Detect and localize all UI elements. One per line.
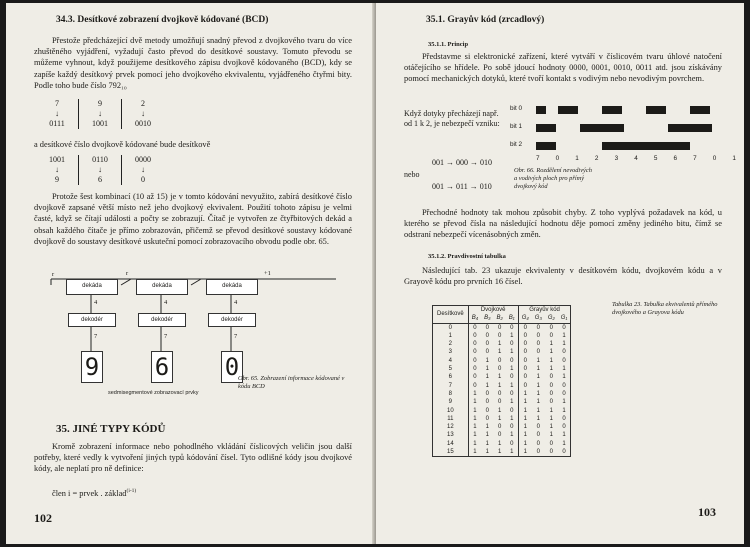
seven-segment-display: 0 bbox=[221, 351, 243, 383]
binary-cell: 1 bbox=[473, 440, 477, 447]
section-title: 34.3. Desítkové zobrazení dvojkově kódované (BCD) bbox=[56, 15, 269, 25]
scale-mark: 7 bbox=[693, 155, 697, 162]
gray-cell: 0 bbox=[562, 390, 566, 397]
binary-cell: 1 bbox=[497, 440, 502, 447]
header-gray: Grayův kód bbox=[529, 307, 560, 313]
scale-mark: 5 bbox=[653, 155, 658, 162]
scale-mark: 4 bbox=[634, 155, 638, 162]
binary-cell: 1 bbox=[497, 349, 502, 356]
gray-cell: 1 bbox=[549, 349, 553, 356]
binary-cell: 1 bbox=[497, 415, 502, 422]
gray-cell: 1 bbox=[523, 440, 527, 447]
formula-text: člen i = prvek . základ bbox=[52, 488, 127, 498]
decoder-block: dekodér bbox=[208, 313, 256, 327]
header-binary: Dvojkově bbox=[468, 306, 518, 315]
seven-segment-display: 9 bbox=[81, 351, 103, 383]
bit-label: bit 1 bbox=[510, 123, 523, 130]
paragraph: Přechodné hodnoty tak mohou způsobit chyby. Z toho vyplývá požadavek na kód, u kterého se převod čísla na následující hodnotu děje pomocí změny jediného bitu, čímž se odstraní nebezpečí vícenásobných změn. bbox=[404, 208, 722, 240]
column-header: B₄ bbox=[471, 315, 479, 322]
binary-cell: 0 bbox=[506, 357, 518, 365]
binary-cell: 0 bbox=[485, 390, 489, 397]
scale-mark: 0 bbox=[555, 155, 560, 162]
bcd-column bbox=[36, 155, 78, 185]
bcd-column bbox=[121, 155, 164, 185]
binary-cell: 1 bbox=[506, 398, 518, 406]
binary-cell: 1 bbox=[485, 440, 489, 447]
binary-cell: 0 bbox=[497, 399, 502, 406]
table-row bbox=[433, 382, 571, 390]
binary-cell: 1 bbox=[497, 407, 502, 414]
sequence-or: nebo bbox=[404, 170, 420, 179]
gray-cell: 0 bbox=[562, 415, 566, 422]
table-row bbox=[433, 407, 571, 415]
decimal-cell: 6 bbox=[433, 373, 469, 381]
decimal-cell: 8 bbox=[433, 390, 469, 398]
decimal-cell: 12 bbox=[433, 423, 469, 431]
arrow-down-icon: ↓ bbox=[55, 165, 59, 174]
decade-block: dekáda bbox=[136, 279, 188, 295]
column-header: G₄ bbox=[521, 315, 529, 322]
page-number: 103 bbox=[698, 505, 716, 519]
wave-segment bbox=[536, 142, 556, 150]
subsection-title: 35.1.1. Princip bbox=[428, 41, 469, 48]
paragraph: Kromě zobrazení informace nebo pohodlného vkládání číslicových veličin jsou další potřeby, které vedly k vytvoření jiných typů kódování čísel. Tyto odlišné kódy jsou dvojkové kódy, ale neplatí pro ně definice: bbox=[34, 442, 352, 474]
bit-label: bit 2 bbox=[510, 141, 523, 148]
wave-segment bbox=[580, 124, 624, 132]
seven-segment-display: 6 bbox=[151, 351, 173, 383]
column-header: B₂ bbox=[496, 315, 503, 322]
table-row bbox=[433, 348, 571, 356]
gray-cell: 1 bbox=[536, 382, 540, 389]
column-header: G₂ bbox=[547, 315, 555, 322]
binary-cell: 0 bbox=[485, 349, 489, 356]
binary-cell: 1 bbox=[506, 332, 518, 340]
table-row bbox=[433, 415, 571, 423]
code: 1001 bbox=[92, 119, 108, 128]
binary-cell: 0 bbox=[497, 366, 502, 373]
gray-cell: 1 bbox=[536, 390, 540, 397]
right-page bbox=[376, 3, 744, 544]
bcd-example bbox=[36, 99, 164, 129]
gray-cell: 0 bbox=[523, 366, 527, 373]
gray-cell: 1 bbox=[523, 432, 527, 439]
wave-segment bbox=[646, 106, 666, 114]
digit: 9 bbox=[98, 99, 102, 108]
input-label: r bbox=[52, 271, 55, 278]
waveform-area bbox=[536, 103, 716, 151]
decimal-cell: 15 bbox=[433, 448, 469, 457]
digit: 2 bbox=[141, 99, 145, 108]
gray-cell: 0 bbox=[562, 324, 566, 331]
output-label: +1 bbox=[264, 270, 271, 277]
binary-cell: 1 bbox=[497, 449, 502, 456]
gray-cell: 1 bbox=[562, 432, 566, 439]
carry-label: r bbox=[126, 270, 129, 277]
binary-cell: 0 bbox=[485, 415, 489, 422]
gray-cell: 0 bbox=[562, 349, 566, 356]
scale-mark: 2 bbox=[594, 155, 599, 162]
digit: 7 bbox=[55, 99, 59, 108]
table-row bbox=[433, 423, 571, 431]
binary-cell: 0 bbox=[485, 324, 489, 331]
gray-cell: 0 bbox=[536, 341, 540, 348]
binary-cell: 0 bbox=[506, 340, 518, 348]
digit: 0 bbox=[141, 175, 145, 184]
gray-cell: 0 bbox=[536, 440, 540, 447]
binary-cell: 1 bbox=[485, 374, 489, 381]
position-scale bbox=[536, 155, 736, 163]
column-header: B₁ bbox=[506, 314, 518, 323]
scale-mark: 1 bbox=[732, 155, 736, 162]
table-body bbox=[433, 323, 571, 457]
binary-cell: 1 bbox=[506, 348, 518, 356]
bit-label: bit 0 bbox=[510, 105, 523, 112]
bus-label: 4 bbox=[94, 299, 98, 306]
figure-caption: Obr. 65. Zobrazení informace kódované v kódu BCD bbox=[238, 375, 345, 390]
bcd-example bbox=[36, 155, 164, 185]
decimal-cell: 10 bbox=[433, 407, 469, 415]
binary-cell: 1 bbox=[473, 415, 477, 422]
binary-cell: 0 bbox=[497, 324, 502, 331]
binary-cell: 0 bbox=[506, 323, 518, 332]
binary-cell: 0 bbox=[485, 407, 489, 414]
bus-label: 7 bbox=[234, 333, 238, 340]
binary-cell: 1 bbox=[485, 424, 489, 431]
gray-cell: 1 bbox=[523, 449, 527, 456]
binary-cell: 1 bbox=[485, 357, 489, 364]
sequence-2: 001 → 011 → 010 bbox=[432, 182, 492, 191]
binary-cell: 0 bbox=[485, 399, 489, 406]
binary-cell: 0 bbox=[497, 424, 502, 431]
binary-cell: 1 bbox=[473, 399, 477, 406]
scale-mark: 3 bbox=[614, 155, 619, 162]
binary-cell: 0 bbox=[473, 349, 477, 356]
binary-cell: 0 bbox=[497, 332, 502, 339]
paragraph: Když dotyky přecházejí např. od 1 k 2, je nebezpečí vzniku: bbox=[404, 109, 500, 128]
gray-cell: 1 bbox=[562, 399, 566, 406]
gray-cell: 0 bbox=[562, 382, 566, 389]
binary-cell: 1 bbox=[485, 382, 489, 389]
decimal-cell: 14 bbox=[433, 440, 469, 448]
page-number: 102 bbox=[34, 511, 52, 525]
binary-cell: 0 bbox=[506, 390, 518, 398]
binary-cell: 0 bbox=[506, 373, 518, 381]
wave-segment bbox=[690, 106, 710, 114]
binary-cell: 0 bbox=[485, 332, 489, 339]
code: 1001 bbox=[49, 155, 65, 164]
truth-table bbox=[432, 305, 571, 457]
binary-cell: 0 bbox=[485, 341, 489, 348]
binary-cell: 1 bbox=[497, 374, 502, 381]
table-row bbox=[433, 448, 571, 457]
code: 0110 bbox=[92, 155, 108, 164]
gray-cell: 1 bbox=[523, 399, 527, 406]
gray-cell: 0 bbox=[549, 374, 553, 381]
binary-cell: 0 bbox=[497, 357, 502, 364]
bcd-column bbox=[36, 99, 78, 129]
paragraph: Protože šest kombinací (10 až 15) je v tomto kódování nevyužito, zabírá desítkové číslo dvojkově zapsané větší místo než jeho dvojkový ekvivalent. Použití tohoto zápisu je velmi časté, když se čítají události a počty se zobrazují. Čítač je vytvořen ze čtyřbitových dekád a obsah každého čítače je přímo zobrazován, přičemž se převod desítkové soustavy kódované dvojkově do soustavy desítkové uskuteční pomocí zobrazovacího obvodu podle obr. 65. bbox=[34, 192, 352, 246]
decimal-cell: 0 bbox=[433, 323, 469, 332]
decimal-cell: 3 bbox=[433, 348, 469, 356]
gray-cell: 1 bbox=[536, 357, 540, 364]
decimal-cell: 7 bbox=[433, 382, 469, 390]
gray-cell: 1 bbox=[536, 366, 540, 373]
table-row bbox=[433, 398, 571, 406]
table-row bbox=[433, 365, 571, 373]
binary-cell: 1 bbox=[485, 432, 489, 439]
binary-cell: 0 bbox=[473, 332, 477, 339]
gray-cell: 0 bbox=[549, 324, 553, 331]
arrow-down-icon: ↓ bbox=[141, 165, 145, 174]
figure-66 bbox=[510, 103, 736, 169]
table-row bbox=[433, 332, 571, 340]
gray-cell: 0 bbox=[523, 382, 527, 389]
code: 0010 bbox=[135, 119, 151, 128]
decimal-cell: 4 bbox=[433, 357, 469, 365]
decimal-cell: 11 bbox=[433, 415, 469, 423]
gray-cell: 1 bbox=[536, 374, 540, 381]
decimal-cell: 5 bbox=[433, 365, 469, 373]
table-row bbox=[433, 373, 571, 381]
code: 0000 bbox=[135, 155, 151, 164]
binary-cell: 1 bbox=[485, 449, 489, 456]
section-title: 35.1. Grayův kód (zrcadlový) bbox=[426, 15, 545, 25]
header-decimal: Desítkově bbox=[433, 306, 469, 324]
figure-caption: Obr. 66. Rozdělení nevodivých a vodivých ploch pro přímý dvojkový kód bbox=[514, 167, 592, 190]
arrow-down-icon: ↓ bbox=[55, 109, 59, 118]
gray-cell: 0 bbox=[523, 332, 527, 339]
binary-cell: 1 bbox=[473, 449, 477, 456]
binary-cell: 0 bbox=[473, 341, 477, 348]
gray-cell: 0 bbox=[523, 374, 527, 381]
scale-mark: 0 bbox=[712, 155, 717, 162]
binary-cell: 0 bbox=[473, 366, 477, 373]
gray-cell: 0 bbox=[536, 349, 540, 356]
gray-cell: 1 bbox=[562, 366, 566, 373]
table-row bbox=[433, 357, 571, 365]
bus-label: 7 bbox=[94, 333, 98, 340]
arrow-down-icon: ↓ bbox=[98, 165, 102, 174]
gray-cell: 0 bbox=[549, 332, 553, 339]
table-row bbox=[433, 340, 571, 348]
table-row bbox=[433, 431, 571, 439]
gray-cell: 1 bbox=[562, 407, 566, 414]
binary-cell: 1 bbox=[497, 382, 502, 389]
gray-cell: 0 bbox=[562, 357, 566, 364]
gray-cell: 1 bbox=[549, 415, 553, 422]
gray-cell: 0 bbox=[523, 349, 527, 356]
bcd-column bbox=[121, 99, 164, 129]
gray-cell: 1 bbox=[549, 407, 553, 414]
digit: 6 bbox=[98, 175, 102, 184]
sequence-1: 001 → 000 → 010 bbox=[432, 158, 492, 167]
binary-cell: 0 bbox=[473, 357, 477, 364]
binary-cell: 0 bbox=[506, 407, 518, 415]
decimal-cell: 9 bbox=[433, 398, 469, 406]
gray-cell: 0 bbox=[523, 357, 527, 364]
table-caption: Tabulka 23. Tabulka ekvivalentů přímého dvojkového a Grayova kódu bbox=[612, 301, 718, 316]
decimal-cell: 1 bbox=[433, 332, 469, 340]
binary-cell: 0 bbox=[473, 324, 477, 331]
gray-cell: 0 bbox=[523, 341, 527, 348]
scale-mark: 1 bbox=[575, 155, 579, 162]
decoder-block: dekodér bbox=[138, 313, 186, 327]
binary-cell: 1 bbox=[473, 424, 477, 431]
gray-cell: 0 bbox=[549, 399, 553, 406]
binary-cell: 1 bbox=[506, 431, 518, 439]
gray-cell: 0 bbox=[562, 449, 566, 456]
decade-block: dekáda bbox=[206, 279, 258, 295]
column-header: B₃ bbox=[484, 315, 491, 322]
arrow-down-icon: ↓ bbox=[98, 109, 102, 118]
paragraph: Představme si elektronické zařízení, které vytváří v číslicovém tvaru úhlové natočení otáčejícího se hřídele. Po sobě jdoucí hodnoty 0000, 0001, 0010, 0011 atd. jsou získávány pomocí mechanických dotyků, které tvoří kontakt s vodivým nebo nevodivým povrchem. bbox=[404, 52, 722, 84]
decoder-block: dekodér bbox=[68, 313, 116, 327]
paragraph: Následující tab. 23 ukazuje ekvivalenty v desítkovém kódu, dvojkovém kódu a v Grayově kódu pro prvních 16 čísel. bbox=[404, 266, 722, 287]
gray-cell: 1 bbox=[562, 332, 566, 339]
gray-cell: 1 bbox=[523, 407, 527, 414]
bus-label: 7 bbox=[164, 333, 168, 340]
binary-cell: 1 bbox=[497, 341, 502, 348]
gray-cell: 0 bbox=[536, 449, 540, 456]
decade-block: dekáda bbox=[66, 279, 118, 295]
gray-cell: 1 bbox=[562, 341, 566, 348]
binary-cell: 1 bbox=[473, 407, 477, 414]
gray-cell: 0 bbox=[549, 449, 553, 456]
binary-cell: 1 bbox=[506, 448, 518, 457]
binary-cell: 0 bbox=[506, 423, 518, 431]
binary-cell: 1 bbox=[506, 365, 518, 373]
paragraph: a desítkové číslo dvojkově kódované bude desítkově bbox=[34, 140, 211, 149]
gray-cell: 1 bbox=[523, 415, 527, 422]
bcd-column bbox=[78, 155, 121, 185]
gray-cell: 1 bbox=[549, 341, 553, 348]
binary-cell: 1 bbox=[506, 382, 518, 390]
wave-segment bbox=[536, 124, 556, 132]
display-label: sedmisegmentové zobrazovací prvky bbox=[108, 390, 199, 396]
gray-code-table bbox=[432, 305, 571, 457]
wave-segment bbox=[558, 106, 578, 114]
gray-cell: 0 bbox=[536, 432, 540, 439]
binary-cell: 0 bbox=[506, 440, 518, 448]
left-page bbox=[6, 3, 374, 544]
decimal-cell: 2 bbox=[433, 340, 469, 348]
gray-cell: 1 bbox=[536, 407, 540, 414]
binary-cell: 1 bbox=[506, 415, 518, 423]
wave-segment bbox=[536, 106, 546, 114]
table-row bbox=[433, 323, 571, 332]
gray-cell: 1 bbox=[549, 357, 553, 364]
formula bbox=[52, 486, 136, 499]
bus-label: 4 bbox=[164, 299, 168, 306]
binary-cell: 0 bbox=[497, 390, 502, 397]
wave-segment bbox=[602, 106, 622, 114]
gray-cell: 1 bbox=[549, 424, 553, 431]
scale-mark: 7 bbox=[536, 155, 540, 162]
gray-cell: 1 bbox=[523, 424, 527, 431]
table-row bbox=[433, 390, 571, 398]
code: 0111 bbox=[49, 119, 65, 128]
gray-cell: 0 bbox=[523, 324, 527, 331]
subsection-title: 35.1.2. Pravdivostní tabulka bbox=[428, 253, 506, 260]
wave-segment bbox=[668, 124, 712, 132]
binary-cell: 0 bbox=[497, 432, 502, 439]
binary-cell: 1 bbox=[473, 432, 477, 439]
gray-cell: 0 bbox=[549, 390, 553, 397]
digit: 9 bbox=[55, 175, 59, 184]
section-title: 35. JINÉ TYPY KÓDŮ bbox=[56, 423, 166, 435]
paragraph: Přestože předcházející dvě metody umožňují snadný převod z dvojkového tvaru do více zhuštěného vyjádření, vyžadují často převod do desítkové soustavy. Tomuto převodu se můžeme vyhnout, když použijeme desítkového zápisu dvojkově kódovaného (BCD), kdy se zapíše každý desítkový prvek pomocí jeho dvojkového ekvivalentu, vyjádřeného čtyřmi bity. Podle toho bude číslo 792₁₀ bbox=[34, 36, 352, 90]
formula-exponent: (i-1) bbox=[126, 488, 137, 494]
gray-cell: 0 bbox=[549, 382, 553, 389]
gray-cell: 1 bbox=[549, 432, 553, 439]
arrow-down-icon: ↓ bbox=[141, 109, 145, 118]
column-header: G₁ bbox=[560, 315, 568, 322]
decimal-cell: 13 bbox=[433, 431, 469, 439]
gray-cell: 0 bbox=[562, 424, 566, 431]
gray-cell: 1 bbox=[523, 390, 527, 397]
gray-cell: 0 bbox=[549, 440, 553, 447]
gray-cell: 0 bbox=[536, 332, 540, 339]
open-book bbox=[6, 3, 744, 544]
column-header: G₃ bbox=[534, 315, 542, 322]
gray-cell: 1 bbox=[562, 440, 566, 447]
gray-cell: 1 bbox=[549, 366, 553, 373]
gray-cell: 1 bbox=[536, 415, 540, 422]
wave-segment bbox=[602, 142, 690, 150]
table-row bbox=[433, 440, 571, 448]
binary-cell: 0 bbox=[473, 374, 477, 381]
gray-cell: 1 bbox=[536, 399, 540, 406]
gray-cell: 0 bbox=[536, 424, 540, 431]
binary-cell: 1 bbox=[473, 390, 477, 397]
bcd-column bbox=[78, 99, 121, 129]
binary-cell: 1 bbox=[485, 366, 489, 373]
bus-label: 4 bbox=[234, 299, 238, 306]
binary-cell: 0 bbox=[473, 382, 477, 389]
scale-mark: 6 bbox=[673, 155, 678, 162]
gray-cell: 0 bbox=[536, 324, 540, 331]
gray-cell: 1 bbox=[562, 374, 566, 381]
